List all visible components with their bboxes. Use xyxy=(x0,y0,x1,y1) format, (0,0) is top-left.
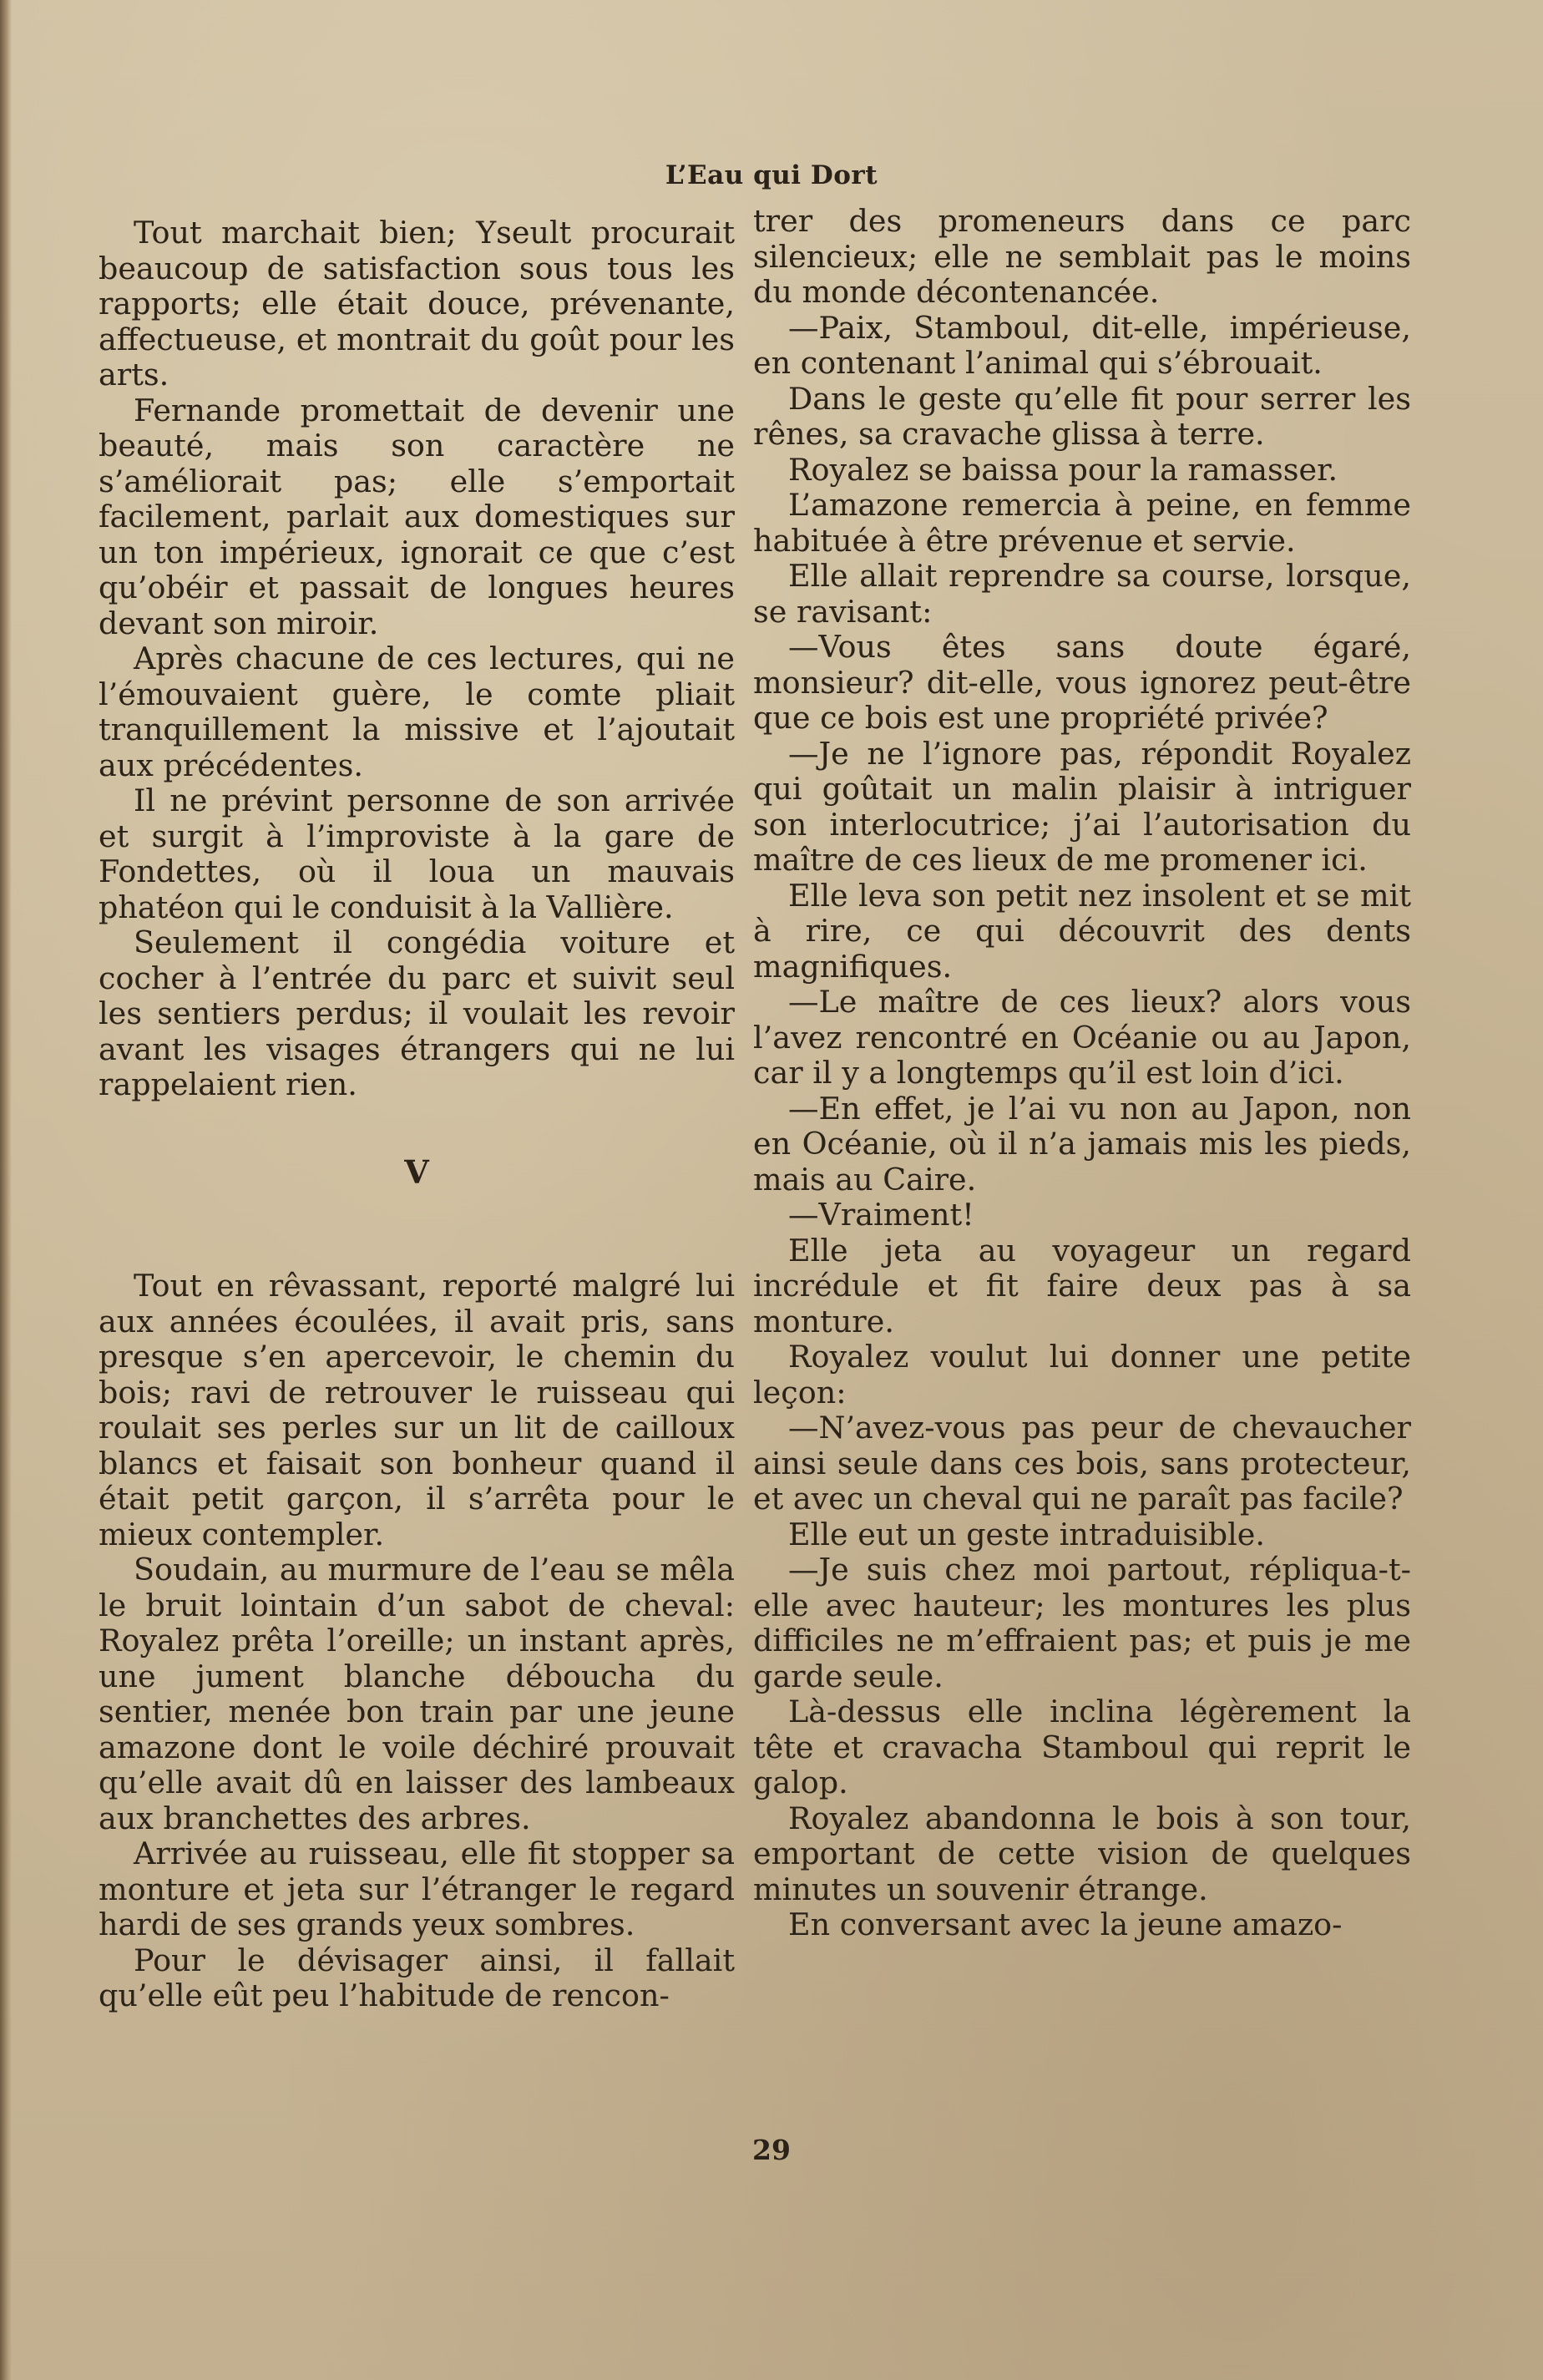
paragraph: Seulement il congédia voiture et cocher à l’entrée du parc et suivit seul les sentiers perdus; il voulait les revoir avant les visages étrangers qui ne lui rappelaient rien. xyxy=(99,924,735,1102)
chapter-heading: V xyxy=(404,1152,429,1191)
paragraph: —En effet, je l’ai vu non au Japon, non en Océanie, où il n’a jamais mis les pieds, mais au Caire. xyxy=(753,1090,1411,1198)
paragraph: Elle eut un geste intraduisible. xyxy=(788,1516,1266,1552)
paragraph: L’amazone remercia à peine, en femme habituée à être prévenue et servie. xyxy=(753,487,1411,559)
left-column xyxy=(99,215,735,2014)
page-number: 29 xyxy=(752,2134,791,2166)
paragraph: Soudain, au murmure de l’eau se mêla le bruit lointain d’un sabot de cheval: Royalez prêta l’oreille; un instant après, une jument blanche déboucha du sentier, menée bon train par une jeune amazone dont le voile déchiré prouvait qu’elle avait dû en laisser des lambeaux aux branchettes des arbres. xyxy=(99,1552,735,1836)
paragraph: Royalez se baissa pour la ramasser. xyxy=(788,451,1338,488)
paragraph: Tout marchait bien; Yseult procurait beaucoup de satisfaction sous tous les rapports; elle était douce, prévenante, affectueuse, et montrait du goût pour les arts. xyxy=(99,215,735,392)
paragraph: Elle leva son petit nez insolent et se mit à rire, ce qui découvrit des dents magnifiques. xyxy=(753,877,1411,985)
running-header: L’Eau qui Dort xyxy=(665,160,878,190)
paragraph: Royalez abandonna le bois à son tour, emportant de cette vision de quelques minutes un souvenir étrange. xyxy=(753,1800,1411,1907)
paragraph: Dans le geste qu’elle fit pour serrer les rênes, sa cravache glissa à terre. xyxy=(753,380,1411,452)
paragraph: —Vous êtes sans doute égaré, monsieur? dit-elle, vous ignorez peut-être que ce bois est une propriété privée? xyxy=(753,629,1411,736)
paragraph: Là-dessus elle inclina légèrement la tête et cravacha Stamboul qui reprit le galop. xyxy=(753,1694,1411,1800)
paragraph: Fernande promettait de devenir une beauté, mais son caractère ne s’améliorait pas; elle s’emportait facilement, parlait aux domestiques sur un ton impérieux, ignorait ce que c’est qu’obéir et passait de longues heures devant son miroir. xyxy=(99,392,735,641)
paragraph-continuation: trer des promeneurs dans ce parc silencieux; elle ne semblait pas le moins du monde décontenancée. xyxy=(753,203,1411,310)
right-column xyxy=(753,204,1411,1943)
paragraph: Elle allait reprendre sa course, lorsque, se ravisant: xyxy=(753,558,1411,630)
paragraph: Il ne prévint personne de son arrivée et surgit à l’improviste à la gare de Fondettes, où il loua un mauvais phatéon qui le conduisit à la Vallière. xyxy=(99,782,735,925)
paragraph: Arrivée au ruisseau, elle fit stopper sa monture et jeta sur l’étranger le regard hardi de ses grands yeux sombres. xyxy=(99,1836,735,1942)
page-binding-edge xyxy=(0,0,12,2380)
paragraph: —N’avez-vous pas peur de chevaucher ainsi seule dans ces bois, sans protecteur, et avec un cheval qui ne paraît pas facile? xyxy=(753,1410,1411,1517)
paragraph: Royalez voulut lui donner une petite leçon: xyxy=(753,1339,1411,1410)
paragraph: —Vraiment! xyxy=(788,1197,974,1233)
paragraph: —Le maître de ces lieux? alors vous l’avez rencontré en Océanie ou au Japon, car il y a longtemps qu’il est loin d’ici. xyxy=(753,984,1411,1091)
paragraph: Tout en rêvassant, reporté malgré lui aux années écoulées, il avait pris, sans presque s’en apercevoir, le chemin du bois; ravi de retrouver le ruisseau qui roulait ses perles sur un lit de cailloux blancs et faisait son bonheur quand il était petit garçon, il s’arrêta pour le mieux contempler. xyxy=(99,1268,735,1552)
paragraph: Après chacune de ces lectures, qui ne l’émouvaient guère, le comte pliait tranquillement la missive et l’ajoutait aux précédentes. xyxy=(99,641,735,783)
paragraph: —Je ne l’ignore pas, répondit Royalez qui goûtait un malin plaisir à intriguer son interlocutrice; j’ai l’autorisation du maître de ces lieux de me promener ici. xyxy=(753,735,1411,878)
paragraph: En conversant avec la jeune amazo- xyxy=(788,1907,1343,1942)
paragraph: —Je suis chez moi partout, répliqua-t-elle avec hauteur; les montures les plus difficiles ne m’effraient pas; et puis je me garde seule. xyxy=(753,1552,1411,1694)
paragraph: —Paix, Stamboul, dit-elle, impérieuse, en contenant l’animal qui s’ébrouait. xyxy=(753,309,1411,381)
paragraph: Pour le dévisager ainsi, il fallait qu’elle eût peu l’habitude de rencon- xyxy=(99,1942,735,2013)
paragraph: Elle jeta au voyageur un regard incrédule et fit faire deux pas à sa monture. xyxy=(753,1232,1411,1339)
